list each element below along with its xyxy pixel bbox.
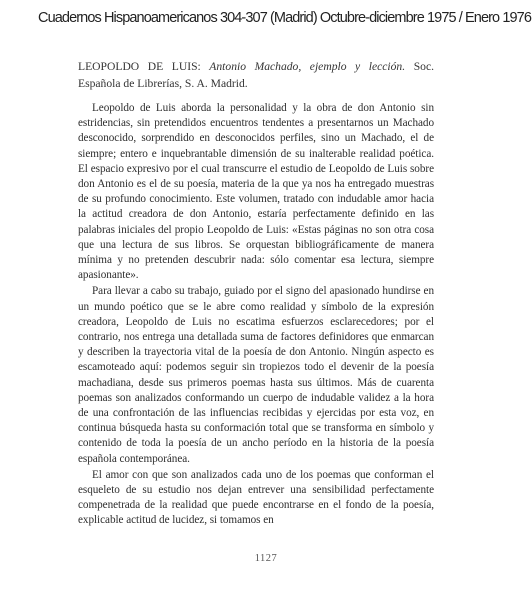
paragraph: Para llevar a cabo su trabajo, guiado por el signo del apasionado hundirse en un mundo poético que se le abre como realidad y símbolo de la expresión creadora, Leopoldo de Luis no escatima esfuerzos esclarecedores; por el contrario, nos entrega una detallada suma de factores definidores que enmarcan y describen la trayectoria vital de la poesía de don Antonio. Ningún aspecto es escamoteado aquí: podemos seguir sin tropiezos todo el devenir de la poesía machadiana, desde sus primeros poemas hasta sus últimos. Más de cuarenta poemas son analizados conformando un cuerpo de indudable validez a la hora de una confrontación de las influencias recibidas y ejercidas por esta voz, en continua búsqueda hasta su conformación total que se transforma en símbolo y contenido de toda la poesía de un ancho período en la historia de la poesía española contemporánea. <box>78 285 434 465</box>
paragraph: El amor con que son analizados cada uno de los poemas que conforman el esqueleto de su estudio nos dejan entrever una sensibilidad perfectamente compenetrada de la realidad que puede encontrarse en el fondo de la poesía, explicable actitud de lucidez, si tomamos en <box>78 468 434 527</box>
citation-title: Antonio Machado, ejemplo y lección. <box>209 60 406 73</box>
page-number: 1127 <box>254 553 278 564</box>
citation-author: LEOPOLDO DE LUIS: <box>78 60 201 73</box>
citation-publisher: Soc. Española de Librerías, S. A. Madrid. <box>78 60 434 90</box>
paragraph: Leopoldo de Luis aborda la personalidad y la obra de don Antonio sin estridencias, sin pretendidos encuentros tendentes a presentarnos un Machado desconocido, sorprendido en desconocidos perfiles, sino un Machado, el de siempre; entero e inquebrantable dimensión de su inalterable realidad poética. El espacio expresivo por el cual transcurre el estudio de Leopoldo de Luis sobre don Antonio es el de su poesía, materia de la que ya nos ha entregado muestras de su profundo conocimiento. Este volumen, tratado con indudable amor hacia la actitud creadora de don Antonio, estaría perfectamente definido en las palabras iniciales del propio Leopoldo de Luis: «Estas páginas no son otra cosa que una lectura de sus libros. Se orquestan bibliográficamente de manera mínima y no pretenden descubrir nada: sólo comentar esa lectura, siempre apasionante». <box>78 102 434 282</box>
review-body <box>78 101 434 530</box>
book-citation <box>78 58 434 92</box>
journal-header: Cuadernos Hispanoamericanos 304-307 (Madrid) Octubre-diciembre 1975 / Enero 1976 <box>38 10 532 26</box>
